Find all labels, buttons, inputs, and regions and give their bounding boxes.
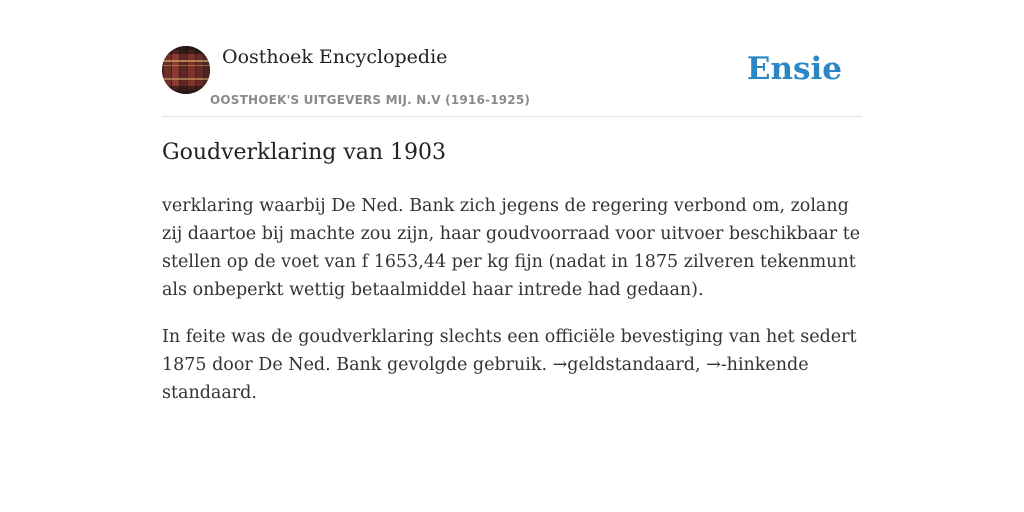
brand-logo[interactable]: Ensie xyxy=(746,51,842,87)
page-title: Goudverklaring van 1903 xyxy=(162,140,447,165)
source-subtitle: OOSTHOEK'S UITGEVERS MIJ. N.V (1916-1925) xyxy=(210,93,531,107)
article-paragraph: In feite was de goudverklaring slechts een officiële bevestiging van het sedert 1875 door De Ned. Bank gevolgde gebruik. →geldstandaard, →-hinkende standaard. xyxy=(162,327,857,403)
avatar[interactable] xyxy=(162,46,210,94)
book-spines-icon xyxy=(162,46,210,94)
article-body xyxy=(162,192,862,426)
article-paragraph: verklaring waarbij De Ned. Bank zich jegens de regering verbond om, zolang zij daartoe bij machte zou zijn, haar goudvoorraad voor uitvoer beschikbaar te stellen op de voet van f 1653,44 per kg fijn (nadat in 1875 zilveren tekenmunt als onbeperkt wettig betaalmiddel haar intrede had gedaan). xyxy=(162,196,861,300)
source-title[interactable]: Oosthoek Encyclopedie xyxy=(222,46,448,68)
source-header xyxy=(162,46,862,117)
